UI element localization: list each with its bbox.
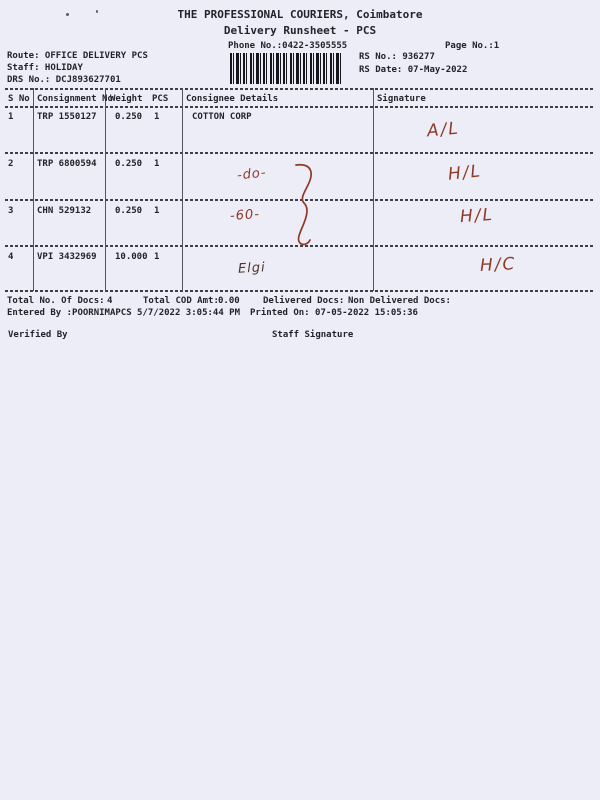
table-row-cell-weight: 0.250 — [115, 206, 143, 216]
handwritten-consignee-note: Elgi — [237, 260, 267, 277]
table-column-rule — [182, 88, 183, 291]
rs-number-field: RS No.: 936277 — [359, 52, 435, 62]
entered-by-field: Entered By :POORNIMAPCS 5/7/2022 3:05:44 PM — [7, 308, 240, 318]
page-number: Page No.:1 — [445, 41, 500, 51]
verified-by-label: Verified By — [8, 330, 68, 340]
printed-on-field: Printed On: 07-05-2022 15:05:36 — [250, 308, 418, 318]
table-row-cell-consignment: TRP 6800594 — [37, 159, 97, 169]
handwritten-signature: A/L — [426, 118, 461, 142]
col-header-sno: S No — [8, 94, 30, 104]
phone-number: Phone No.:0422-3505555 — [228, 41, 348, 51]
handwritten-consignee-note: -60- — [229, 206, 261, 225]
table-divider — [5, 152, 595, 154]
total-docs-value: 4 — [107, 296, 113, 306]
handwritten-brace — [290, 161, 322, 249]
table-row-cell-consignment: CHN 529132 — [37, 206, 92, 216]
total-docs-label: Total No. Of Docs: — [7, 296, 105, 306]
table-row-cell-pcs: 1 — [154, 206, 160, 216]
table-row-cell-pcs: 1 — [154, 252, 160, 262]
document-title: THE PROFESSIONAL COURIERS, Coimbatore — [177, 8, 423, 21]
staff-field: Staff: HOLIDAY — [7, 63, 83, 73]
staff-signature-label: Staff Signature — [272, 330, 354, 340]
col-header-consignee: Consignee Details — [186, 94, 279, 104]
delivered-docs-label: Delivered Docs: — [263, 296, 345, 306]
col-header-weight: Weight — [110, 94, 143, 104]
table-column-rule — [105, 88, 106, 291]
table-column-rule — [373, 88, 374, 291]
col-header-signature: Signature — [377, 94, 426, 104]
handwritten-signature: H/C — [479, 254, 517, 276]
non-delivered-docs-label: Non Delivered Docs: — [348, 296, 451, 306]
drs-number-field: DRS No.: DCJ893627701 — [7, 75, 121, 85]
total-cod-label: Total COD Amt: — [143, 296, 219, 306]
barcode-icon — [230, 53, 342, 84]
table-row-cell-weight: 10.000 — [115, 252, 148, 262]
rs-date-field: RS Date: 07-May-2022 — [359, 65, 468, 75]
table-row-cell-pcs: 1 — [154, 112, 160, 122]
table-divider — [5, 106, 595, 108]
table-row-cell-consignment: VPI 3432969 — [37, 252, 97, 262]
table-divider — [5, 88, 595, 90]
table-row-cell-weight: 0.250 — [115, 159, 143, 169]
table-row-cell-sno: 4 — [8, 252, 14, 262]
total-cod-value: 0.00 — [218, 296, 240, 306]
table-row-cell-sno: 1 — [8, 112, 14, 122]
table-divider — [5, 290, 595, 292]
handwritten-signature: H/L — [459, 204, 495, 228]
document-subtitle: Delivery Runsheet - PCS — [223, 24, 377, 37]
table-row-cell-weight: 0.250 — [115, 112, 143, 122]
col-header-pcs: PCS — [152, 94, 169, 104]
table-row-cell-consignee: COTTON CORP — [192, 112, 252, 122]
table-row-cell-sno: 3 — [8, 206, 14, 216]
col-header-consignment: Consignment No — [37, 94, 113, 104]
handwritten-consignee-note: -do- — [236, 165, 268, 184]
table-column-rule — [33, 88, 34, 291]
table-row-cell-pcs: 1 — [154, 159, 160, 169]
handwritten-signature: H/L — [447, 161, 483, 185]
table-row-cell-consignment: TRP 1550127 — [37, 112, 97, 122]
table-row-cell-sno: 2 — [8, 159, 14, 169]
route-field: Route: OFFICE DELIVERY PCS — [7, 51, 148, 61]
